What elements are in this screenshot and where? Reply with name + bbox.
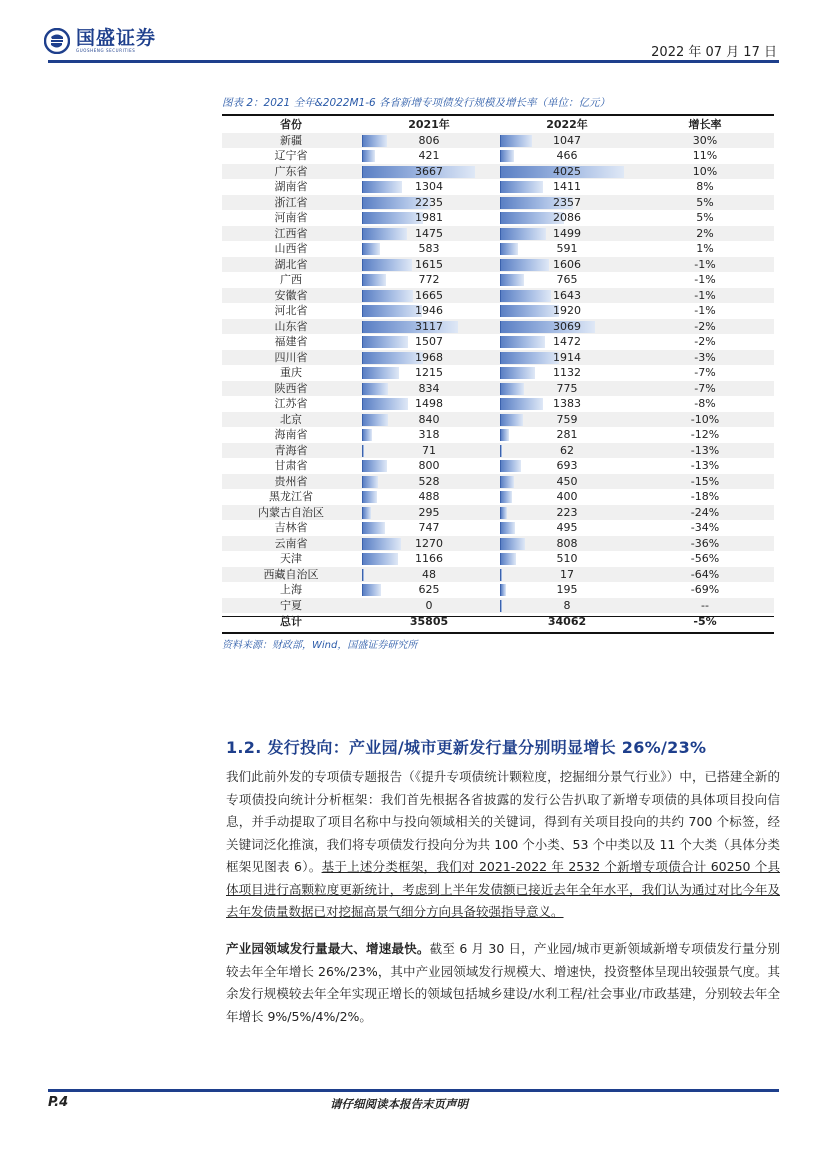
value-label: 1665 xyxy=(415,288,443,302)
growth-cell: 2% xyxy=(696,226,714,240)
value-label: 775 xyxy=(556,381,578,395)
logo-subtext: GUOSHENG SECURITIES xyxy=(76,48,136,53)
value-cell-2021 xyxy=(360,396,498,412)
value-cell-2021 xyxy=(360,226,498,242)
total-growth: -5% xyxy=(693,615,717,628)
province-cell: 安徽省 xyxy=(274,288,308,302)
value-label: 195 xyxy=(556,583,578,596)
total-label: 总计 xyxy=(280,615,302,628)
logo-icon xyxy=(44,28,70,54)
value-cell-2022 xyxy=(498,334,636,350)
value-label: 1304 xyxy=(415,180,443,193)
table-row xyxy=(222,365,774,381)
growth-cell: -2% xyxy=(694,319,716,333)
value-cell-2021 xyxy=(360,334,498,350)
value-label: 1606 xyxy=(553,257,581,271)
page-number: P.4 xyxy=(48,1095,69,1110)
table-row xyxy=(222,443,774,459)
table-row xyxy=(222,164,774,180)
value-cell-2021 xyxy=(360,551,498,567)
body-paragraph-1 xyxy=(226,766,780,924)
value-label: 1968 xyxy=(415,350,443,364)
province-cell: 河北省 xyxy=(274,304,308,317)
growth-cell: -1% xyxy=(694,304,716,317)
value-label: 3069 xyxy=(553,319,581,333)
value-cell-2021 xyxy=(360,350,498,366)
value-cell-2021 xyxy=(360,489,498,505)
growth-cell: 5% xyxy=(696,211,714,224)
growth-cell: -15% xyxy=(690,474,720,488)
paragraph-1-underlined: 基于上述分类框架，我们对 2021-2022 年 2532 个新增专项债合计 60250 个具体项目进行高颗粒度更新统计，考虑到上半年发债额已接近去年全年水平，我们认为通过对比今年及去年发债量数据已对挖掘高景气细分方向具备较强指导意义。 xyxy=(226,859,780,919)
value-cell-2022 xyxy=(498,551,636,567)
value-cell-2021 xyxy=(360,412,498,428)
value-cell-2021 xyxy=(360,210,498,226)
value-label: 8 xyxy=(563,598,571,612)
province-cell: 广西 xyxy=(280,273,302,286)
province-cell: 云南省 xyxy=(274,536,308,550)
value-label: 488 xyxy=(418,490,440,503)
value-label: 772 xyxy=(418,273,440,286)
table-row xyxy=(222,551,774,567)
value-cell-2021 xyxy=(360,164,498,180)
value-label: 1475 xyxy=(415,226,443,240)
value-label: 1946 xyxy=(415,304,443,317)
value-cell-2022 xyxy=(498,365,636,381)
value-label: 1215 xyxy=(415,366,443,379)
value-label: 583 xyxy=(418,242,440,255)
table-row xyxy=(222,303,774,319)
value-cell-2022 xyxy=(498,474,636,490)
value-label: 1270 xyxy=(415,536,443,550)
value-cell-2022 xyxy=(498,412,636,428)
paragraph-2-lead: 产业园领域发行量最大、增速最快。 xyxy=(226,941,430,956)
column-header-2021: 2021年 xyxy=(408,118,450,131)
value-label: 17 xyxy=(560,567,574,581)
value-cell-2021 xyxy=(360,520,498,536)
province-cell: 湖北省 xyxy=(274,257,308,271)
table-total-row xyxy=(222,614,774,630)
value-cell-2022 xyxy=(498,582,636,598)
company-logo xyxy=(44,26,156,56)
value-cell-2022 xyxy=(498,288,636,304)
growth-cell: -36% xyxy=(690,536,720,550)
value-label: 1498 xyxy=(415,397,443,410)
growth-cell: -69% xyxy=(690,583,720,596)
value-cell-2021 xyxy=(360,148,498,164)
value-label: 1166 xyxy=(415,552,443,565)
province-cell: 上海 xyxy=(280,583,302,596)
table-row xyxy=(222,226,774,242)
province-cell: 西藏自治区 xyxy=(263,567,319,581)
value-label: 800 xyxy=(418,459,440,472)
table-row xyxy=(222,195,774,211)
value-cell-2022 xyxy=(498,427,636,443)
figure-source: 资料来源：财政部，Wind，国盛证券研究所 xyxy=(222,640,418,651)
table-row xyxy=(222,396,774,412)
value-label: 759 xyxy=(556,412,578,426)
value-label: 1507 xyxy=(415,335,443,348)
growth-cell: 1% xyxy=(696,242,714,255)
value-cell-2021 xyxy=(360,195,498,211)
growth-cell: -7% xyxy=(694,381,716,395)
footer-divider xyxy=(48,1089,779,1092)
province-cell: 贵州省 xyxy=(274,474,308,488)
table-row xyxy=(222,536,774,552)
report-date: 2022 年 07 月 17 日 xyxy=(651,45,777,60)
province-cell: 浙江省 xyxy=(274,195,308,209)
table-row xyxy=(222,458,774,474)
province-cell: 新疆 xyxy=(280,133,302,147)
body-paragraph-2 xyxy=(226,938,780,1028)
value-label: 3667 xyxy=(415,164,443,178)
figure-caption: 图表 2：2021 全年&2022M1-6 各省新增专项债发行规模及增长率（单位：亿元） xyxy=(222,97,611,109)
value-cell-2021 xyxy=(360,474,498,490)
value-cell-2021 xyxy=(360,272,498,288)
value-cell-2021 xyxy=(360,365,498,381)
value-cell-2022 xyxy=(498,319,636,335)
value-label: 1643 xyxy=(553,288,581,302)
value-label: 62 xyxy=(560,443,574,457)
value-label: 1914 xyxy=(553,350,581,364)
value-label: 1499 xyxy=(553,226,581,240)
value-label: 765 xyxy=(556,273,578,286)
value-cell-2021 xyxy=(360,427,498,443)
value-label: 528 xyxy=(418,474,440,488)
table-row xyxy=(222,148,774,164)
table-row xyxy=(222,381,774,397)
growth-cell: -3% xyxy=(694,350,716,364)
value-label: 450 xyxy=(556,474,578,488)
value-cell-2022 xyxy=(498,272,636,288)
value-cell-2022 xyxy=(498,179,636,195)
value-label: 2086 xyxy=(553,211,581,224)
table-row xyxy=(222,598,774,614)
table-row xyxy=(222,319,774,335)
value-cell-2021 xyxy=(360,241,498,257)
table-row xyxy=(222,272,774,288)
value-cell-2022 xyxy=(498,443,636,459)
value-cell-2022 xyxy=(498,195,636,211)
province-cell: 青海省 xyxy=(274,443,308,457)
province-cell: 山西省 xyxy=(274,242,308,255)
value-label: 625 xyxy=(418,583,440,596)
province-cell: 北京 xyxy=(280,412,302,426)
growth-cell: 30% xyxy=(692,133,718,147)
value-label: 747 xyxy=(418,521,440,534)
province-cell: 四川省 xyxy=(274,350,308,364)
table-row xyxy=(222,133,774,149)
table-row xyxy=(222,179,774,195)
growth-cell: -34% xyxy=(690,521,720,534)
value-label: 1920 xyxy=(553,304,581,317)
table-row xyxy=(222,505,774,521)
table-row xyxy=(222,210,774,226)
growth-cell: 11% xyxy=(692,149,718,162)
value-label: 1383 xyxy=(553,397,581,410)
province-cell: 福建省 xyxy=(274,335,308,348)
value-label: 0 xyxy=(425,598,433,612)
growth-cell: 8% xyxy=(696,180,714,193)
growth-cell: -10% xyxy=(690,412,720,426)
value-cell-2021 xyxy=(360,303,498,319)
province-cell: 宁夏 xyxy=(280,598,302,612)
value-label: 281 xyxy=(556,428,578,441)
value-cell-2021 xyxy=(360,443,498,459)
value-label: 4025 xyxy=(553,164,581,178)
value-label: 693 xyxy=(556,459,578,472)
province-cell: 内蒙古自治区 xyxy=(258,505,324,519)
value-label: 1472 xyxy=(553,335,581,348)
growth-cell: 5% xyxy=(696,195,714,209)
value-label: 1132 xyxy=(553,366,581,379)
issuance-table xyxy=(222,117,774,630)
value-cell-2021 xyxy=(360,179,498,195)
table-bottom-rule xyxy=(222,632,774,634)
value-label: 2235 xyxy=(415,195,443,209)
growth-cell: -13% xyxy=(690,443,720,457)
value-label: 318 xyxy=(418,428,440,441)
value-label: 48 xyxy=(422,567,436,581)
value-cell-2022 xyxy=(498,133,636,149)
value-cell-2021 xyxy=(360,598,498,614)
growth-cell: -12% xyxy=(690,428,720,441)
value-label: 510 xyxy=(556,552,578,565)
value-cell-2021 xyxy=(360,288,498,304)
value-cell-2022 xyxy=(498,350,636,366)
value-label: 808 xyxy=(556,536,578,550)
total-2022: 34062 xyxy=(547,615,587,628)
value-label: 1615 xyxy=(415,257,443,271)
growth-cell: -24% xyxy=(690,505,720,519)
province-cell: 江苏省 xyxy=(274,397,308,410)
value-cell-2021 xyxy=(360,458,498,474)
table-top-rule xyxy=(222,114,774,116)
value-label: 840 xyxy=(418,412,440,426)
province-cell: 山东省 xyxy=(274,319,308,333)
table-row xyxy=(222,520,774,536)
growth-cell: -56% xyxy=(690,552,720,565)
growth-cell: -2% xyxy=(694,335,716,348)
page-header xyxy=(0,0,827,70)
table-row xyxy=(222,474,774,490)
column-header-growth: 增长率 xyxy=(688,118,722,131)
value-label: 834 xyxy=(418,381,440,395)
value-cell-2021 xyxy=(360,381,498,397)
table-row xyxy=(222,427,774,443)
province-cell: 河南省 xyxy=(274,211,308,224)
growth-cell: -1% xyxy=(694,288,716,302)
value-label: 421 xyxy=(418,149,440,162)
growth-cell: -13% xyxy=(690,459,720,472)
province-cell: 天津 xyxy=(280,552,302,565)
province-cell: 黑龙江省 xyxy=(269,490,313,503)
total-2021: 35805 xyxy=(409,615,449,628)
table-row xyxy=(222,412,774,428)
value-cell-2022 xyxy=(498,381,636,397)
growth-cell: -7% xyxy=(694,366,716,379)
value-cell-2021 xyxy=(360,536,498,552)
value-label: 71 xyxy=(422,443,436,457)
province-cell: 海南省 xyxy=(274,428,308,441)
value-cell-2022 xyxy=(498,598,636,614)
value-cell-2021 xyxy=(360,567,498,583)
value-cell-2022 xyxy=(498,396,636,412)
table-row xyxy=(222,257,774,273)
column-header-2022: 2022年 xyxy=(546,118,588,131)
value-label: 806 xyxy=(418,133,440,147)
province-cell: 湖南省 xyxy=(274,180,308,193)
value-label: 223 xyxy=(556,505,578,519)
value-cell-2022 xyxy=(498,226,636,242)
province-cell: 广东省 xyxy=(274,164,308,178)
value-cell-2022 xyxy=(498,257,636,273)
value-cell-2022 xyxy=(498,458,636,474)
value-label: 466 xyxy=(556,149,578,162)
logo-text: 国盛证券 xyxy=(76,27,157,49)
table-row xyxy=(222,241,774,257)
value-cell-2022 xyxy=(498,210,636,226)
table-body xyxy=(222,133,774,614)
growth-cell: 10% xyxy=(692,164,718,178)
growth-cell: -1% xyxy=(694,257,716,271)
growth-cell: -8% xyxy=(694,397,716,410)
province-cell: 吉林省 xyxy=(274,521,308,534)
paragraph-2-text: 截至 6 月 30 日，产业园/城市更新领域新增专项债发行量分别较去年全年增长 26%/23%，其中产业园领域发行规模大、增速快，投资整体呈现出较强景气度。其余发行规模较去年全年实现正增长的领域包括城乡建设/水利工程/社会事业/市政基建，分别较去年全年增长 9%/5%/4%/2%。 xyxy=(226,941,780,1024)
table-row xyxy=(222,288,774,304)
province-cell: 甘肃省 xyxy=(274,459,308,472)
value-label: 2357 xyxy=(553,195,581,209)
growth-cell: -18% xyxy=(690,490,720,503)
value-cell-2022 xyxy=(498,505,636,521)
value-cell-2022 xyxy=(498,148,636,164)
value-label: 1047 xyxy=(553,133,581,147)
value-cell-2022 xyxy=(498,536,636,552)
value-cell-2022 xyxy=(498,567,636,583)
value-label: 3117 xyxy=(415,319,443,333)
paragraph-1-text: 我们此前外发的专项债专题报告（《提升专项债统计颗粒度，挖掘细分景气行业》）中，已搭建全新的专项债投向统计分析框架：我们首先根据各省披露的发行公告扒取了新增专项债的具体项目投向信息，并手动提取了项目名称中与投向领域相关的关键词，得到有关项目投向的共约 700 个标签，经关键词泛化推演，我们将专项债发行投向分为共 100 个小类、53 个中类以及 11 个大类（具体分类框架见图表 6）。 xyxy=(226,769,780,874)
value-cell-2021 xyxy=(360,257,498,273)
value-cell-2022 xyxy=(498,164,636,180)
section-heading: 1.2. 发行投向：产业园/城市更新发行量分别明显增长 26%/23% xyxy=(226,738,707,757)
province-cell: 江西省 xyxy=(274,226,308,240)
value-label: 400 xyxy=(556,490,578,503)
table-header-row xyxy=(222,117,774,133)
value-cell-2022 xyxy=(498,489,636,505)
value-cell-2021 xyxy=(360,319,498,335)
province-cell: 辽宁省 xyxy=(274,149,308,162)
table-row xyxy=(222,567,774,583)
province-cell: 重庆 xyxy=(280,366,302,379)
header-divider xyxy=(48,60,779,63)
column-header-province: 省份 xyxy=(280,118,302,131)
value-cell-2022 xyxy=(498,241,636,257)
table-row xyxy=(222,489,774,505)
table-row xyxy=(222,582,774,598)
value-cell-2021 xyxy=(360,505,498,521)
value-cell-2021 xyxy=(360,133,498,149)
growth-cell: -64% xyxy=(690,567,720,581)
table-row xyxy=(222,334,774,350)
value-label: 1981 xyxy=(415,211,443,224)
value-label: 495 xyxy=(556,521,578,534)
value-label: 1411 xyxy=(553,180,581,193)
growth-cell: -- xyxy=(701,598,709,612)
table-row xyxy=(222,350,774,366)
disclaimer-note: 请仔细阅读本报告末页声明 xyxy=(330,1097,468,1111)
province-cell: 陕西省 xyxy=(274,381,308,395)
value-label: 591 xyxy=(556,242,578,255)
growth-cell: -1% xyxy=(694,273,716,286)
value-cell-2022 xyxy=(498,303,636,319)
value-cell-2022 xyxy=(498,520,636,536)
value-label: 295 xyxy=(418,505,440,519)
value-cell-2021 xyxy=(360,582,498,598)
